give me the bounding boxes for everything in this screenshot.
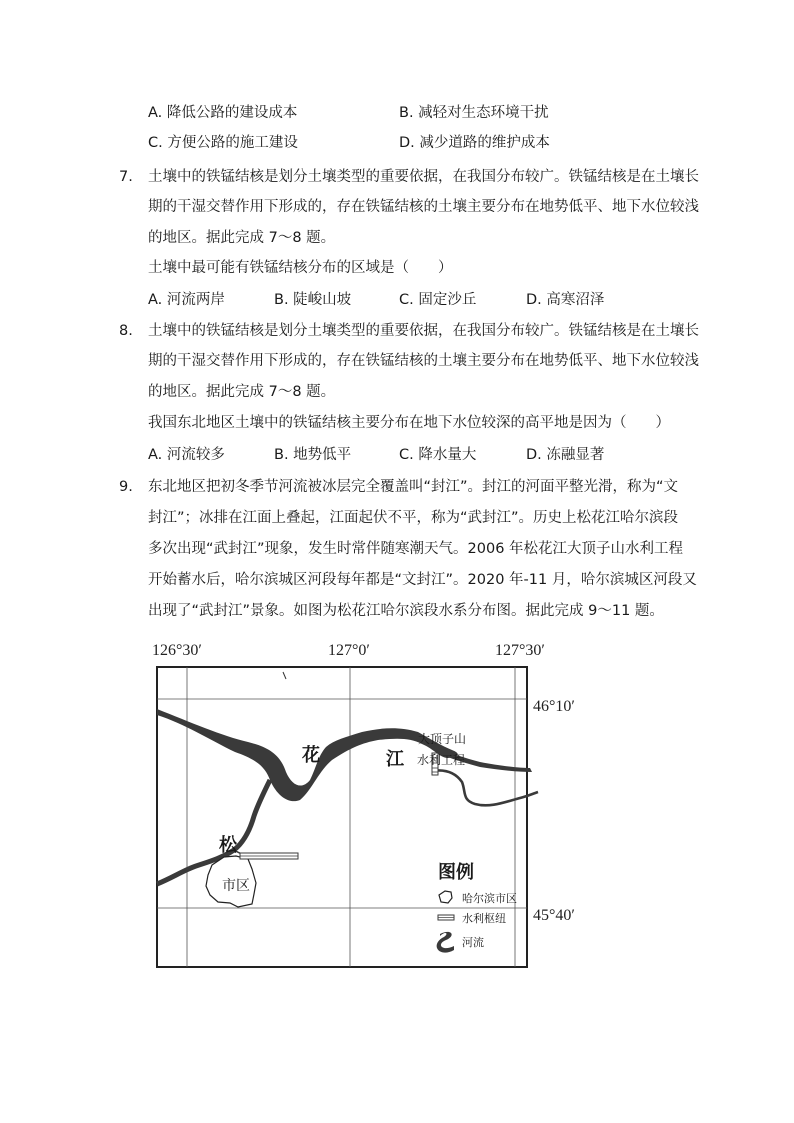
lat-label-45-40: 45°40′ [533, 907, 575, 924]
q8-stem-line-3: 的地区。据此完成 7～8 题。 [148, 384, 336, 400]
q7-option-b: B. 陡峻山坡 [274, 292, 352, 308]
q8-stem-line-2: 期的干湿交替作用下形成的，存在铁锰结核的土壤主要分布在地势低平、地下水位较浅 [148, 353, 699, 369]
q8-number: 8. [119, 323, 133, 339]
lon-label-127-30: 127°30′ [495, 642, 545, 659]
q9-stem-line-3: 多次出现“武封江”现象，发生时常伴随寒潮天气。2006 年松花江大顶子山水利工程 [148, 541, 684, 557]
river-downstream [432, 770, 538, 805]
river-label-hua: 花 [302, 745, 320, 766]
q8-stem-line-1: 土壤中的铁锰结核是划分土壤类型的重要依据，在我国分布较广。铁锰结核是在土壤长 [148, 323, 699, 339]
lat-label-46-10: 46°10′ [533, 698, 575, 715]
q9-stem-line-5: 出现了“武封江”景象。如图为松花江哈尔滨段水系分布图。据此完成 9～11 题。 [148, 603, 664, 619]
dam-label-line-1: 大顶子山 [418, 732, 467, 746]
q7-stem-line-1: 土壤中的铁锰结核是划分土壤类型的重要依据，在我国分布较广。铁锰结核是在土壤长 [148, 169, 699, 185]
q9-stem-line-4: 开始蓄水后，哈尔滨城区河段每年都是“文封江”。2020 年-11 月，哈尔滨城区河段又 [148, 572, 697, 588]
city-label: 市区 [222, 878, 250, 894]
river-label-song: 松 [219, 835, 237, 856]
map-tick-mark [283, 672, 286, 679]
q8-option-d: D. 冻融显著 [526, 447, 605, 463]
q7-option-a: A. 河流两岸 [148, 292, 225, 308]
q7-question: 土壤中最可能有铁锰结核分布的区域是（ ） [148, 260, 453, 276]
q7-option-d: D. 高寒沼泽 [526, 292, 605, 308]
q8-option-c: C. 降水量大 [399, 447, 477, 463]
q9-stem-line-2: 封江”；冰排在江面上叠起，江面起伏不平，称为“武封江”。历史上松花江哈尔滨段 [148, 510, 679, 526]
river-label-jiang: 江 [386, 749, 404, 770]
q8-option-b: B. 地势低平 [274, 447, 352, 463]
legend-title: 图例 [438, 862, 474, 883]
legend-city-symbol [439, 891, 452, 903]
q6-option-c: C. 方便公路的施工建设 [148, 135, 298, 151]
q9-stem-line-1: 东北地区把初冬季节河流被冰层完全覆盖叫“封江”。封江的河面平整光滑，称为“文 [148, 479, 679, 495]
dam-label-line-2: 水利工程 [417, 753, 466, 767]
legend-city-label: 哈尔滨市区 [462, 892, 517, 905]
q6-option-a: A. 降低公路的建设成本 [148, 105, 298, 121]
legend-dam-label: 水利枢纽 [462, 912, 506, 925]
q6-option-b: B. 减轻对生态环境干扰 [399, 105, 549, 121]
q8-question: 我国东北地区土壤中的铁锰结核主要分布在地下水位较深的高平地是因为（ ） [148, 415, 670, 431]
lon-label-127-0: 127°0′ [328, 642, 370, 659]
q7-stem-line-3: 的地区。据此完成 7～8 题。 [148, 230, 336, 246]
q9-number: 9. [119, 479, 133, 495]
q7-stem-line-2: 期的干湿交替作用下形成的，存在铁锰结核的土壤主要分布在地势低平、地下水位较浅 [148, 199, 699, 215]
songhua-river-map [140, 632, 600, 977]
q8-option-a: A. 河流较多 [148, 447, 225, 463]
legend-river-symbol [437, 932, 454, 953]
legend-river-label: 河流 [462, 936, 484, 949]
q7-number: 7. [119, 169, 133, 185]
q7-option-c: C. 固定沙丘 [399, 292, 477, 308]
q6-option-d: D. 减少道路的维护成本 [399, 135, 550, 151]
lon-label-126-30: 126°30′ [152, 642, 202, 659]
